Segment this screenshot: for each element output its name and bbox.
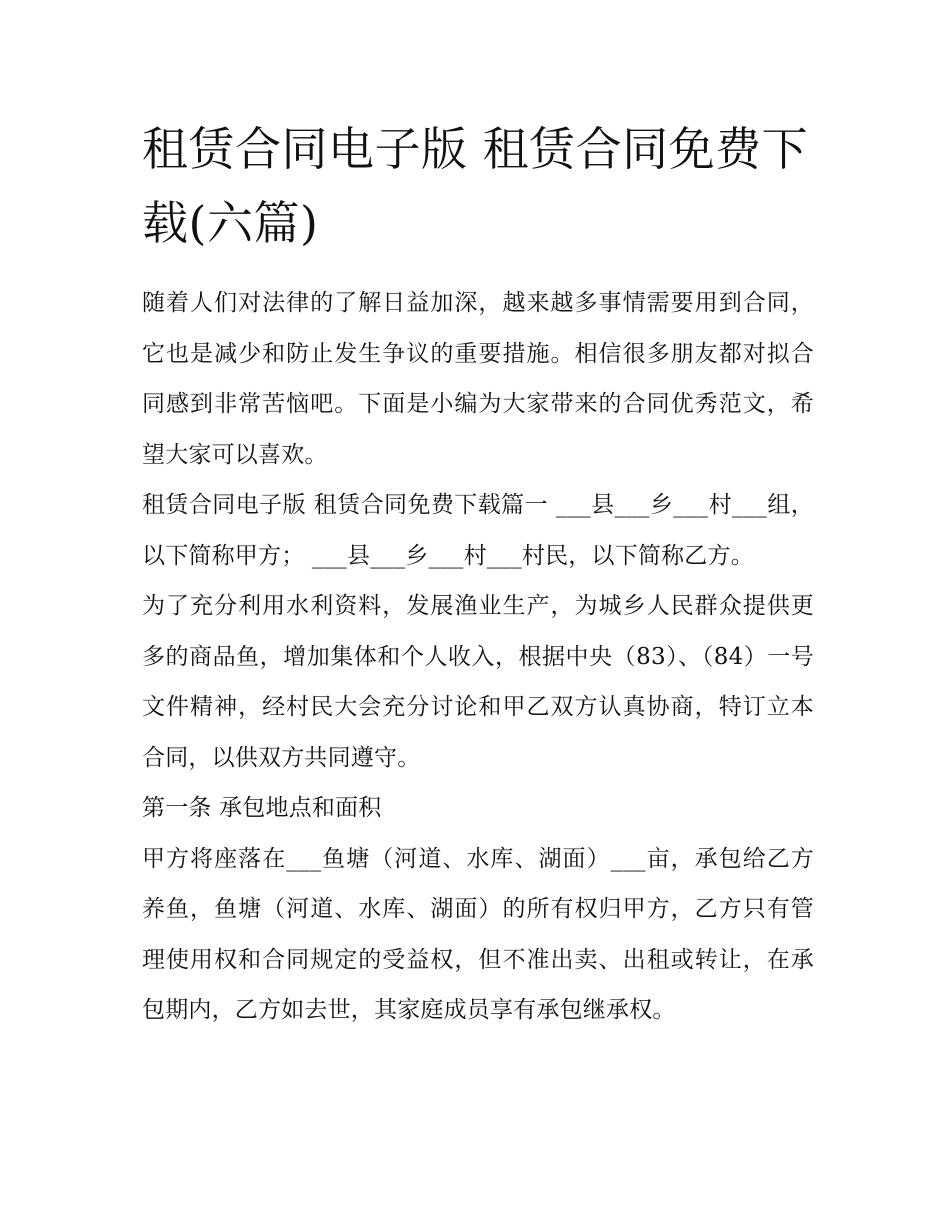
article-one-heading: 第一条 承包地点和面积: [142, 795, 382, 821]
document-title: 租赁合同电子版 租赁合同免费下载(六篇): [142, 122, 809, 250]
purpose-paragraph: 为了充分利用水利资料，发展渔业生产，为城乡人民群众提供更多的商品鱼，增加集体和个人收入，根据中央（83）、（84）一号文件精神，经村民大会充分讨论和甲乙双方认真协商，特订立本合同，以供双方共同遵守。: [142, 593, 814, 771]
article-one-paragraph: 甲方将座落在___鱼塘（河道、水库、湖面）___亩，承包给乙方养鱼，鱼塘（河道、水库、湖面）的所有权归甲方，乙方只有管理使用权和合同规定的受益权，但不准出卖、出租或转让，在承包期内，乙方如去世，其家庭成员享有承包继承权。: [142, 845, 814, 1023]
intro-paragraph: 随着人们对法律的了解日益加深，越来越多事情需要用到合同，它也是减少和防止发生争议的重要措施。相信很多朋友都对拟合同感到非常苦恼吧。下面是小编为大家带来的合同优秀范文，希望大家可以喜欢。: [142, 290, 814, 468]
document-body: [142, 112, 814, 1036]
parties-paragraph: 租赁合同电子版 租赁合同免费下载篇一 ___县___乡___村___组，以下简称甲方； ___县___乡___村___村民，以下简称乙方。: [142, 492, 814, 569]
